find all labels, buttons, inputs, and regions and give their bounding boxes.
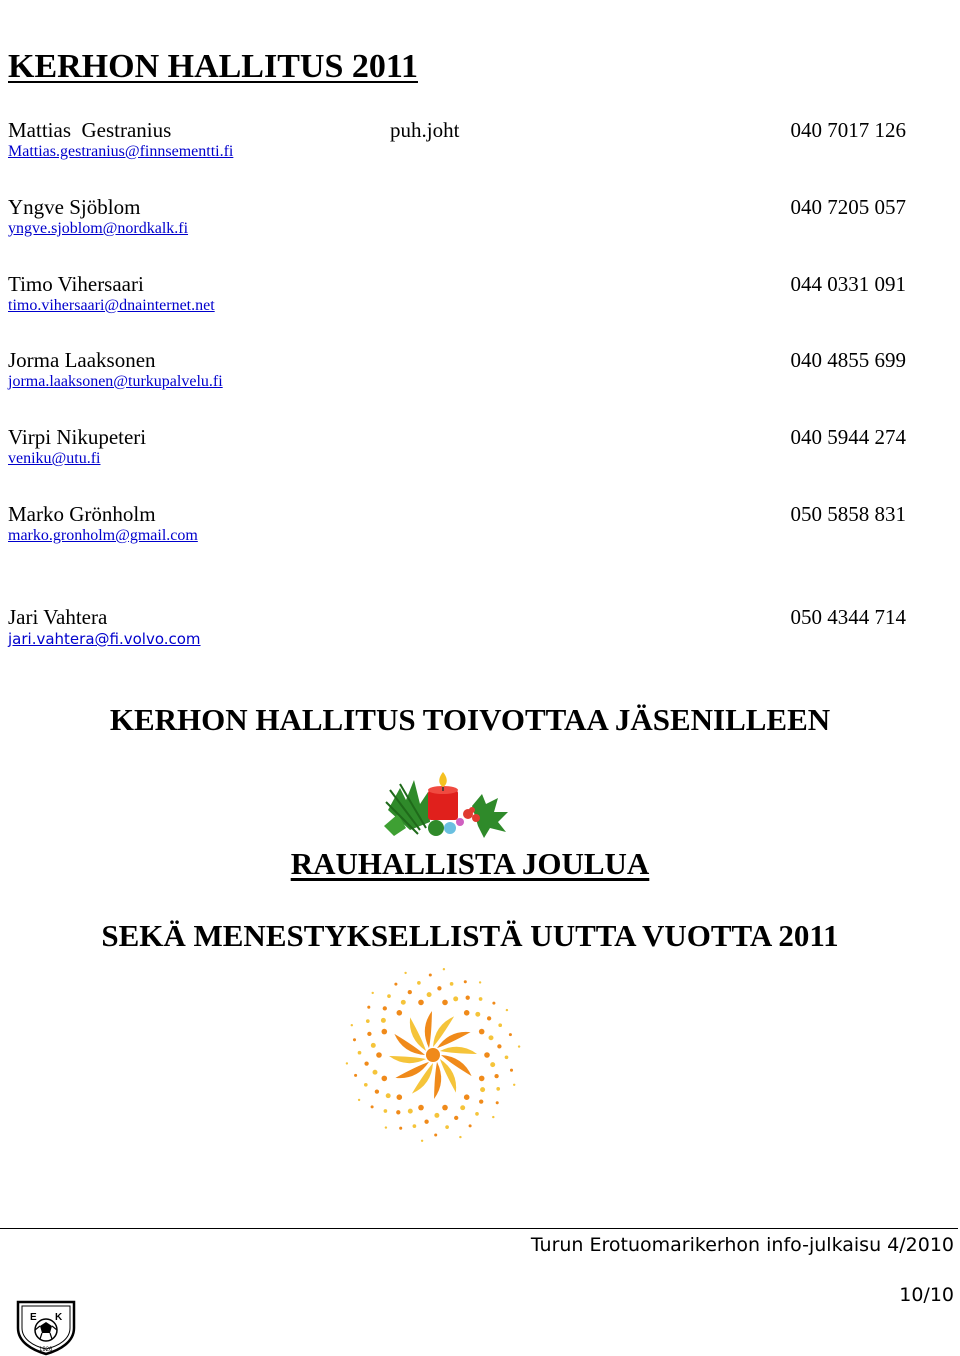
member-name: Jorma Laaksonen xyxy=(8,348,156,372)
sunburst-icon xyxy=(340,962,526,1148)
sunburst-dot xyxy=(397,1094,403,1100)
board-member xyxy=(8,272,908,320)
sunburst-dot xyxy=(373,1070,378,1075)
sunburst-dot xyxy=(487,1016,491,1020)
sunburst-dot xyxy=(424,1120,428,1124)
sunburst-dot xyxy=(509,1033,512,1036)
sunburst-dot xyxy=(450,982,454,986)
sunburst-dot xyxy=(497,1044,501,1048)
sunburst-dot xyxy=(381,1018,386,1023)
sunburst-dot xyxy=(484,1052,490,1058)
member-email-link[interactable]: jari.vahtera@fi.volvo.com xyxy=(8,630,201,648)
sunburst-dot xyxy=(367,1006,370,1009)
member-name: Mattias Gestranius xyxy=(8,118,172,142)
sunburst-dot xyxy=(434,1133,437,1136)
sunburst-dot xyxy=(492,1002,495,1005)
footer-divider xyxy=(0,1228,958,1229)
page-number: 10/10 xyxy=(899,1284,954,1306)
member-email-link[interactable]: marko.gronholm@gmail.com xyxy=(8,527,198,544)
sunburst-dot xyxy=(353,1038,356,1041)
board-member xyxy=(8,502,908,550)
sunburst-dot xyxy=(371,1105,374,1108)
member-email-link[interactable]: yngve.sjoblom@nordkalk.fi xyxy=(8,220,189,237)
page-title: KERHON HALLITUS 2011 xyxy=(8,48,418,85)
sunburst-dot xyxy=(382,1076,388,1082)
member-phone: 040 5944 274 xyxy=(790,425,906,449)
club-logo-icon xyxy=(14,1298,78,1356)
sunburst-dot xyxy=(460,1105,465,1110)
sunburst-dot xyxy=(384,1109,388,1113)
member-name: Marko Grönholm xyxy=(8,502,156,526)
sunburst-dot xyxy=(385,1126,387,1128)
sunburst-dot xyxy=(518,1045,520,1047)
member-phone: 040 4855 699 xyxy=(790,348,906,372)
sunburst-dot xyxy=(383,1006,387,1010)
member-role: puh.joht xyxy=(390,118,460,142)
member-phone: 040 7205 057 xyxy=(790,195,906,219)
member-name: Timo Vihersaari xyxy=(8,272,144,296)
member-phone: 044 0331 091 xyxy=(790,272,906,296)
sunburst-center xyxy=(426,1048,440,1062)
greeting-line-3: SEKÄ MENESTYKSELLISTÄ UUTTA VUOTTA 2011 xyxy=(101,918,839,953)
sunburst-dot xyxy=(513,1084,515,1086)
board-member xyxy=(8,425,908,473)
sunburst-dot xyxy=(437,986,441,990)
member-name: Jari Vahtera xyxy=(8,605,108,629)
sunburst-dot xyxy=(404,972,406,974)
sunburst-petal xyxy=(389,1056,426,1063)
sunburst-dot xyxy=(496,1087,500,1091)
sunburst-dot xyxy=(346,1062,348,1064)
sunburst-dot xyxy=(434,1113,439,1118)
sunburst-dot xyxy=(408,990,412,994)
board-member xyxy=(8,118,908,166)
sunburst-dot xyxy=(479,1099,483,1103)
sunburst-dot xyxy=(506,1009,508,1011)
member-phone: 050 5858 831 xyxy=(790,502,906,526)
sunburst-dot xyxy=(394,983,397,986)
sunburst-dot xyxy=(445,1125,449,1129)
sunburst-dot xyxy=(375,1089,379,1093)
footer-publication: Turun Erotuomarikerhon info-julkaisu 4/2010 xyxy=(530,1234,954,1256)
sunburst-dot xyxy=(454,1116,458,1120)
board-member xyxy=(8,605,908,653)
sunburst-dot xyxy=(371,1043,376,1048)
sunburst-dot xyxy=(399,1127,402,1130)
sunburst-dot xyxy=(413,1124,417,1128)
sunburst-dot xyxy=(364,1083,368,1087)
sunburst-dot xyxy=(408,1109,413,1114)
member-email-link[interactable]: Mattias.gestranius@finnsementti.fi xyxy=(8,143,234,160)
board-member xyxy=(8,195,908,243)
svg-text:E: E xyxy=(30,1312,37,1323)
sunburst-dot xyxy=(427,992,432,997)
sunburst-dot xyxy=(464,1094,470,1100)
svg-text:K: K xyxy=(55,1312,63,1323)
sunburst-dot xyxy=(496,1101,499,1104)
sunburst-dot xyxy=(510,1069,513,1072)
sunburst-dot xyxy=(479,1076,485,1082)
sunburst-dot xyxy=(490,1062,495,1067)
sunburst-dot xyxy=(443,968,445,970)
member-email-link[interactable]: veniku@utu.fi xyxy=(8,450,101,467)
sunburst-dot xyxy=(354,1074,357,1077)
sunburst-dot xyxy=(475,1112,479,1116)
sunburst-petal xyxy=(440,1047,477,1054)
sunburst-dot xyxy=(479,1029,485,1035)
sunburst-dot xyxy=(367,1032,371,1036)
member-name: Yngve Sjöblom xyxy=(8,195,141,219)
member-name: Virpi Nikupeteri xyxy=(8,425,147,449)
sunburst-dot xyxy=(396,1110,400,1114)
sunburst-petal xyxy=(425,1011,432,1048)
sunburst-dot xyxy=(479,997,483,1001)
sunburst-dot xyxy=(475,1012,480,1017)
sunburst-dot xyxy=(364,1061,368,1065)
member-phone: 050 4344 714 xyxy=(790,605,906,629)
sunburst-dot xyxy=(494,1074,498,1078)
board-member xyxy=(8,348,908,396)
greeting-line-2: RAUHALLISTA JOULUA xyxy=(290,846,650,881)
sunburst-dot xyxy=(429,973,432,976)
sunburst-dot xyxy=(418,1000,424,1006)
svg-text:1926: 1926 xyxy=(39,1347,53,1353)
sunburst-dot xyxy=(417,981,421,985)
sunburst-dot xyxy=(459,1136,461,1138)
sunburst-dot xyxy=(480,1087,485,1092)
member-email-link[interactable]: jorma.laaksonen@turkupalvelu.fi xyxy=(8,373,223,390)
sunburst-dot xyxy=(466,996,470,1000)
sunburst-dot xyxy=(372,992,374,994)
sunburst-dot xyxy=(387,994,391,998)
sunburst-dot xyxy=(469,1124,472,1127)
sunburst-dot xyxy=(505,1055,509,1059)
member-phone: 040 7017 126 xyxy=(790,118,906,142)
sunburst-petal xyxy=(434,1062,441,1099)
sunburst-dot xyxy=(464,980,467,983)
sunburst-dot xyxy=(376,1052,382,1058)
sunburst-dot xyxy=(386,1093,391,1098)
sunburst-dot xyxy=(442,1000,448,1006)
greeting-line-1: KERHON HALLITUS TOIVOTTAA JÄSENILLEEN xyxy=(109,702,831,737)
sunburst-dot xyxy=(418,1105,424,1111)
sunburst-dot xyxy=(479,981,481,983)
sunburst-dot xyxy=(358,1099,360,1101)
sunburst-dot xyxy=(421,1140,423,1142)
sunburst-dot xyxy=(489,1035,494,1040)
christmas-candle-icon xyxy=(380,770,516,842)
sunburst-dot xyxy=(382,1029,388,1035)
sunburst-dot xyxy=(442,1105,448,1111)
sunburst-dot xyxy=(492,1116,494,1118)
sunburst-dot xyxy=(498,1023,502,1027)
sunburst-dot xyxy=(401,1000,406,1005)
sunburst-dot xyxy=(366,1019,370,1023)
sunburst-dot xyxy=(358,1051,362,1055)
member-email-link[interactable]: timo.vihersaari@dnainternet.net xyxy=(8,297,215,314)
sunburst-dot xyxy=(351,1024,353,1026)
sunburst-dot xyxy=(397,1010,403,1016)
sunburst-dot xyxy=(464,1010,470,1016)
sunburst-dot xyxy=(453,996,458,1001)
